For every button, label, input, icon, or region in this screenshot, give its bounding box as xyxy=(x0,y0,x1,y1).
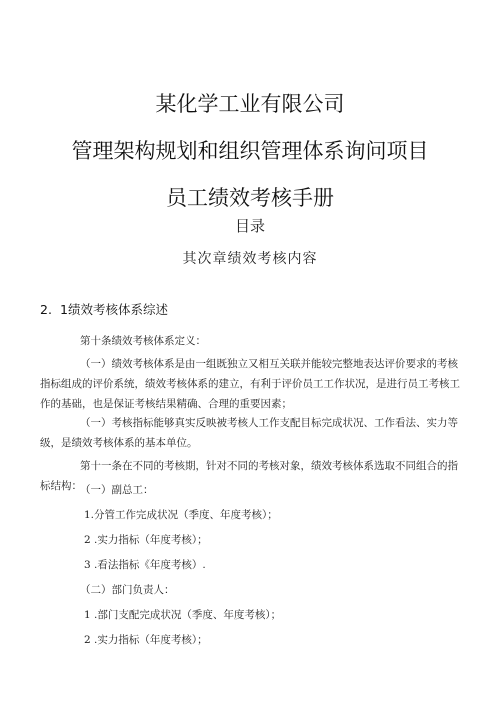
list-item: 1 .部门支配完成状况（季度、年度考核）； xyxy=(84,609,282,621)
paragraph: （一）绩效考核体系是由一组既独立又相互关联并能较完整地表达评价要求的考核指标组成的评价系统，绩效考核体系的建立，有利于评价员工工作状况，是进行员工考核工作的基础，也是保证考核结果精确、合理的重要因素； xyxy=(40,358,460,410)
list-item: 2 .实力指标（年度考核）； xyxy=(84,534,208,546)
paragraph: 第十条绩效考核体系定义： xyxy=(80,335,206,347)
manual-title: 员工绩效考核手册 xyxy=(166,186,334,210)
toc-label: 目录 xyxy=(234,217,265,235)
list-item: 1.分管工作完成状况（季度、年度考核）； xyxy=(84,509,278,521)
list-item: 2 .实力指标（年度考核）； xyxy=(84,634,208,646)
section-heading xyxy=(40,300,168,318)
list-item: （一）副总工： xyxy=(80,484,154,496)
list-item: （二）部门负责人： xyxy=(80,584,175,596)
toc-chapter: 其次章绩效考核内容 xyxy=(182,251,318,267)
company-title: 某化学工业有限公司 xyxy=(155,92,345,116)
paragraph: 第十一条在不同的考核期，针对不同的考核对象，绩效考核体系选取不同组合的指标结构： xyxy=(40,460,458,492)
list-item: 3 .看法指标《年度考核）. xyxy=(84,559,206,571)
paragraph: （一）考核指标能够真实反映被考核人工作支配目标完成状况、工作看法、实力等级，是绩效考核体系的基本单位。 xyxy=(40,417,458,449)
section-title: 1绩效考核体系综述 xyxy=(60,302,168,317)
project-title: 管理架构规划和组织管理体系询问项目 xyxy=(71,139,429,163)
section-number: 2. xyxy=(40,302,52,317)
